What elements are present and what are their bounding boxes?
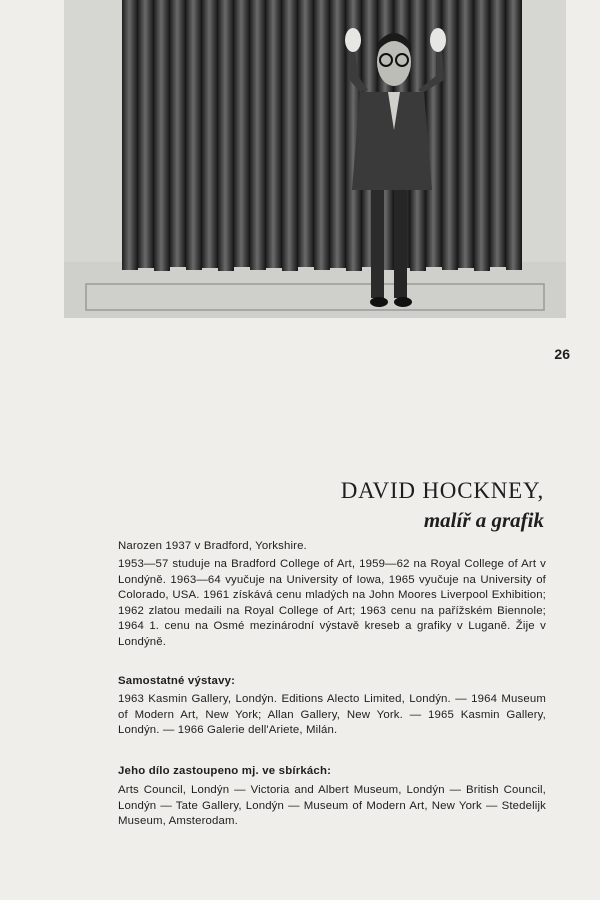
solo-exhibitions [118,692,546,739]
birth-text: Narozen 1937 v Bradford, Yorkshire. [118,540,307,552]
artist-name: DAVID HOCKNEY, [340,478,544,503]
birth-info [118,539,546,555]
artist-role: malíř a grafik [423,508,544,532]
artwork-photo [64,0,566,318]
artist-heading [341,476,544,534]
page-number: 26 [554,346,570,362]
collections [118,783,546,830]
collections-heading: Jeho dílo zastoupeno mj. ve sbírkách: [118,765,332,777]
collections-text: Arts Council, Londýn — Victoria and Albert Museum, Londýn — British Council, Londýn — Tate Gallery, Londýn — Museum of Modern Art, New York — Stedelijk Museum, Amsterodam. [118,784,546,828]
solo-exhibitions-text: 1963 Kasmin Gallery, Londýn. Editions Alecto Limited, Londýn. — 1964 Museum of Modern Art, New York; Allan Gallery, New York. — 1965 Kasmin Gallery, Londýn. — 1966 Galerie dell'Ariete, Milán. [118,693,546,737]
solo-exhibitions-heading: Samostatné výstavy: [118,675,236,687]
biography [118,557,546,651]
curtain [122,0,522,271]
biography-text: 1953—57 studuje na Bradford College of Art, 1959—62 na Royal College of Art v Londýně. 1963—64 vyučuje na University of Iowa, 1965 vyučuje na University of Colorado, USA. 1961 získává cenu mladých na John Moores Liverpool Exhibition; 1962 zlatou medaili na Royal College of Art; 1963 cenu na pařížském Biennole; 1964 1. cenu na Osmé mezinárodní výstavě kreseb a grafiky v Luganě. Žije v Londýně. [118,558,546,648]
